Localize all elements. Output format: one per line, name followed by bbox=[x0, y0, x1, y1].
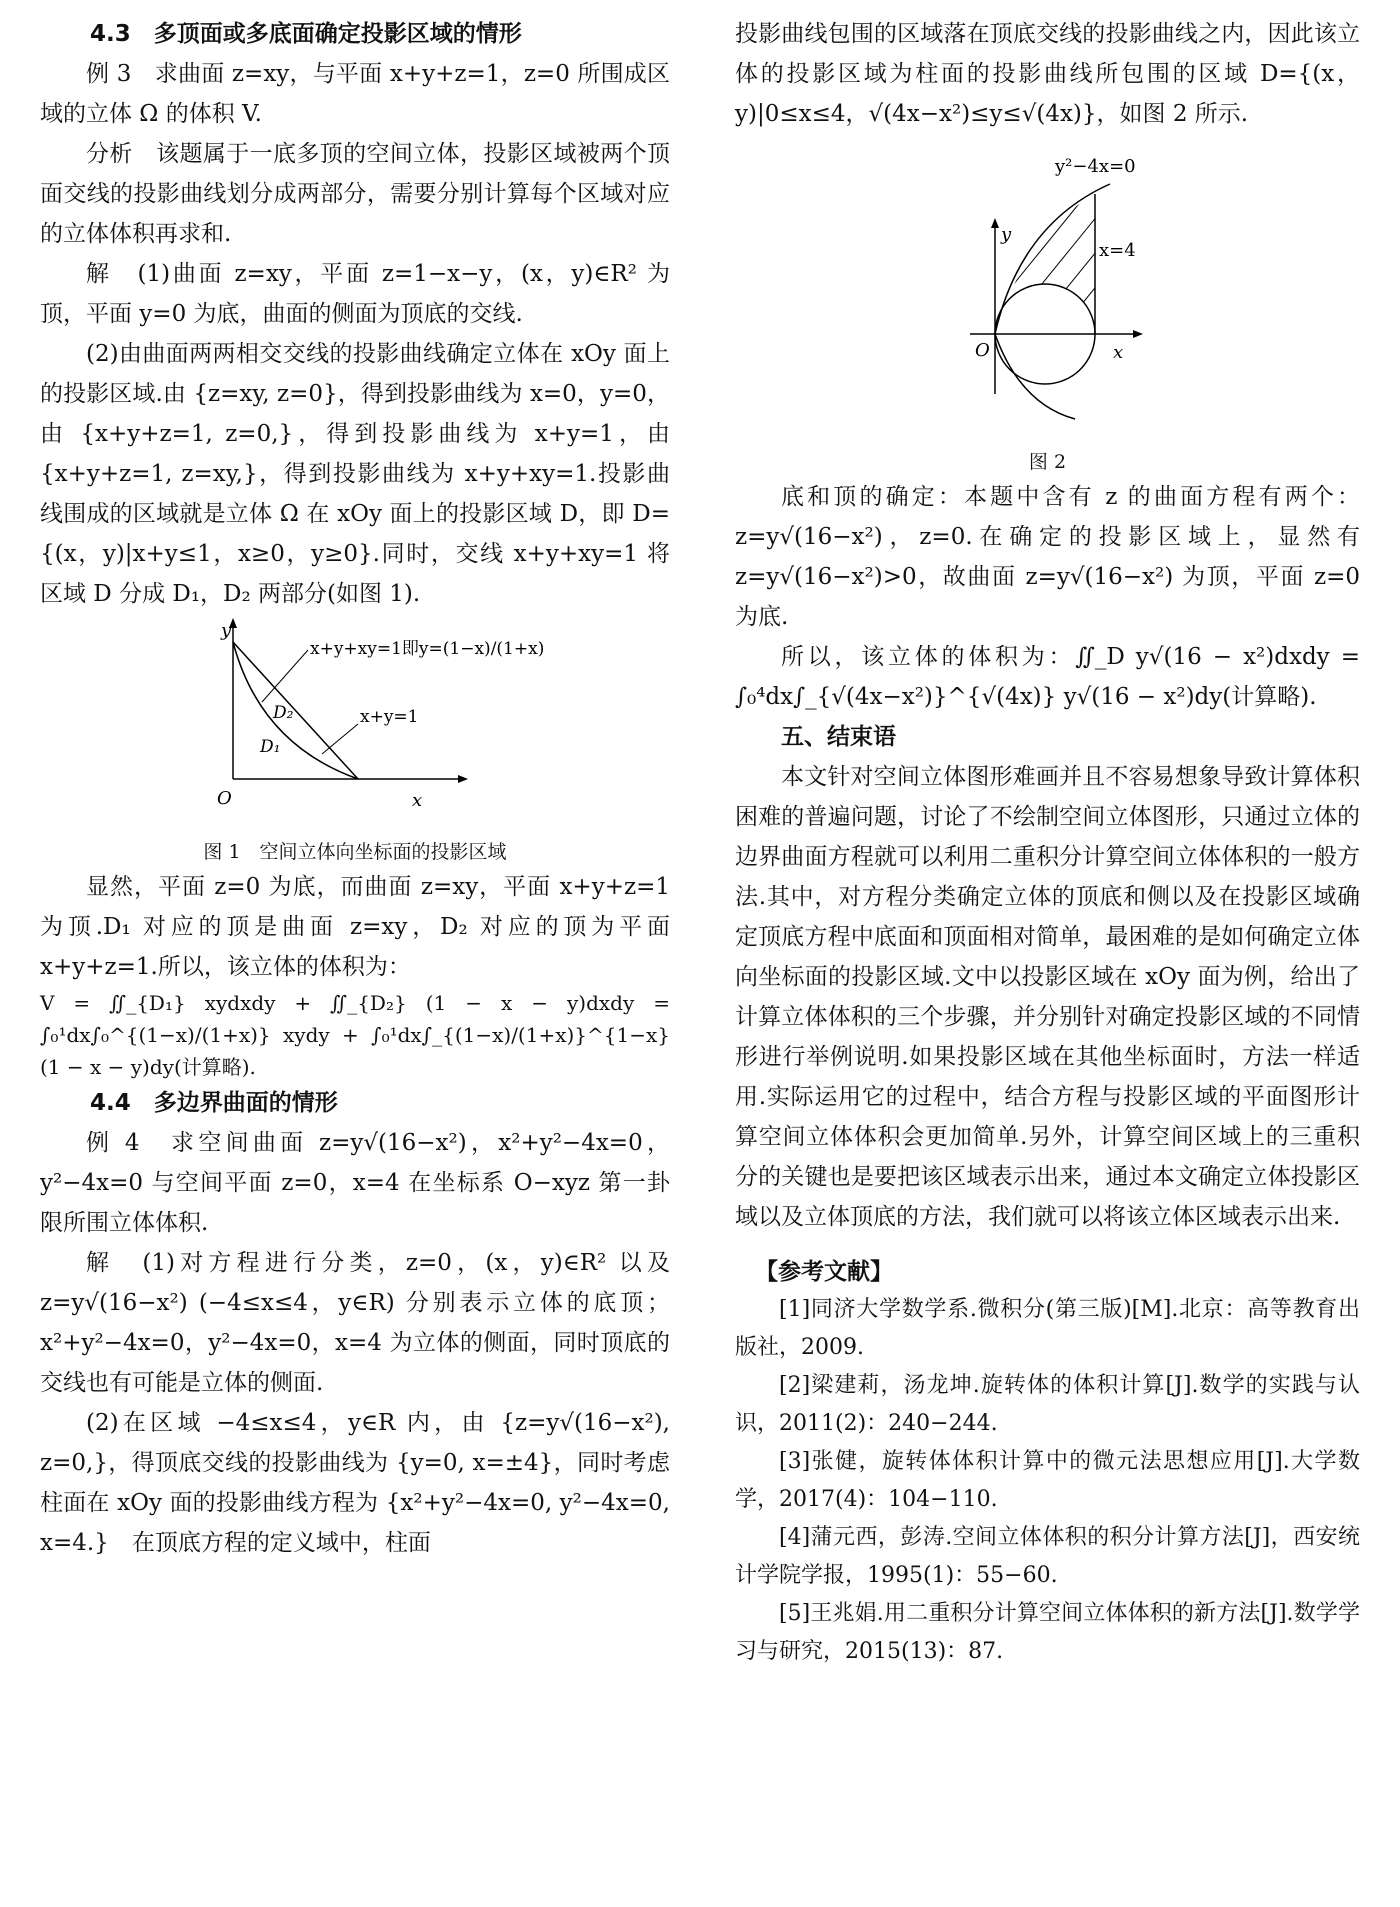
formula-volume-1: V = ∬_{D₁} xydxdy + ∬_{D₂} (1 − x − y)dxdy = ∫₀¹dx∫₀^{(1−x)/(1+x)} xydy + ∫₀¹dx∫_{(1−x)/(1+x)}^{1−x} (1 − x − y)dy(计算略). bbox=[40, 991, 670, 1079]
fig2-y-arrow bbox=[991, 218, 999, 228]
fig1-line-leader bbox=[322, 724, 358, 754]
conclusion-paragraph: 本文针对空间立体图形难画并且不容易想象导致计算体积困难的普遍问题，讨论了不绘制空间立体图形，只通过立体的边界曲面方程就可以利用二重积分计算空间立体体积的一般方法.其中，对方程分类确定立体的顶底和侧以及在投影区域确定顶底方程中底面和顶面相对简单，最困难的是如何确定立体向坐标面的投影区域.文中以投影区域在 xOy 面为例，给出了计算立体体积的三个步骤，并分别针对确定投影区域的不同情形进行举例说明.如果投影区域在其他坐标面时，方法一样适用.实际运用它的过程中，结合方程与投影区域的平面图形计算空间立体体积会更加简单.另外，计算空间区域上的三重积分的关键也是要把该区域表示出来，通过本文确定立体投影区域以及立体顶底的方法，我们就可以将该立体区域表示出来. bbox=[735, 764, 1360, 1230]
reference-item: [4]蒲元西，彭涛.空间立体体积的积分计算方法[J]，西安统计学院学报，1995(1)：55−60. bbox=[735, 1525, 1360, 1588]
fig1-curve-leader bbox=[262, 650, 308, 702]
example-4: 例 4 求空间曲面 z=y√(16−x²)，x²+y²−4x=0，y²−4x=0 与空间平面 z=0，x=4 在坐标系 O−xyz 第一卦限所围立体体积. bbox=[40, 1130, 670, 1236]
reference-item: [2]梁建莉，汤龙坤.旋转体的体积计算[J].数学的实践与认识，2011(2)：240−244. bbox=[735, 1373, 1360, 1436]
fig1-d2-label: D₂ bbox=[273, 703, 294, 723]
example-3: 例 3 求曲面 z=xy，与平面 x+y+z=1，z=0 所围成区域的立体 Ω 的体积 V. bbox=[40, 61, 670, 127]
fig2-parabola-label: y²−4x=0 bbox=[1055, 156, 1136, 177]
reference-item: [1]同济大学数学系.微积分(第三版)[M].北京：高等教育出版社，2009. bbox=[735, 1297, 1360, 1360]
left-column bbox=[40, 14, 670, 1563]
figure-1-diagram bbox=[40, 614, 670, 824]
after-figure-1: 显然，平面 z=0 为底，而曲面 z=xy，平面 x+y+z=1 为顶.D₁ 对应的顶是曲面 z=xy，D₂ 对应的顶为平面 x+y+z=1.所以，该立体的体积为： bbox=[40, 874, 670, 980]
figure-2 bbox=[735, 134, 1360, 477]
fig2-x-label: x bbox=[1113, 342, 1124, 363]
volume-formula-2: 所以，该立体的体积为：∬_D y√(16 − x²)dxdy = ∫₀⁴dx∫_{√(4x−x²)}^{√(4x)} y√(16 − x²)dy(计算略). bbox=[735, 644, 1360, 710]
reference-item: [3]张健，旋转体体积计算中的微元法思想应用[J].大学数学，2017(4)：104−110. bbox=[735, 1449, 1360, 1512]
continuation-paragraph: 投影曲线包围的区域落在顶底交线的投影曲线之内，因此该立体的投影区域为柱面的投影曲线所包围的区域 D={(x，y)|0≤x≤4，√(4x−x²)≤y≤√(4x)}，如图 2 所示. bbox=[735, 21, 1360, 127]
section-5-heading: 五、结束语 bbox=[781, 724, 896, 750]
references bbox=[735, 1253, 1360, 1671]
figure-1 bbox=[40, 614, 670, 867]
section-4-3-heading: 4.3 多顶面或多底面确定投影区域的情形 bbox=[90, 21, 522, 47]
fig1-line-x-plus-y bbox=[233, 642, 358, 779]
fig1-line-label: x+y=1 bbox=[360, 707, 419, 727]
fig1-origin-label: O bbox=[217, 788, 232, 809]
fig2-y-label: y bbox=[1001, 224, 1012, 245]
fig1-y-label: y bbox=[221, 620, 232, 641]
fig2-origin-label: O bbox=[975, 340, 990, 361]
figure-2-caption: 图 2 bbox=[1028, 451, 1067, 473]
reference-item: [5]王兆娟.用二重积分计算空间立体体积的新方法[J].数学学习与研究，2015(13)：87. bbox=[735, 1601, 1360, 1664]
fig1-x-arrow bbox=[458, 775, 468, 783]
figure-2-diagram bbox=[735, 134, 1360, 434]
analysis-paragraph: 分析 该题属于一底多顶的空间立体，投影区域被两个顶面交线的投影曲线划分成两部分，需要分别计算每个区域对应的立体体积再求和. bbox=[40, 141, 670, 247]
section-4-4-heading: 4.4 多边界曲面的情形 bbox=[90, 1090, 338, 1116]
solution-4-step-2: (2)在区域 −4≤x≤4，y∈R 内，由 {z=y√(16−x²), z=0,}，得顶底交线的投影曲线为 {y=0, x=±4}，同时考虑柱面在 xOy 面的投影曲线方程为 {x²+y²−4x=0, y²−4x=0, x=4.} 在顶底方程的定义域中，柱面 bbox=[40, 1410, 670, 1556]
figure-1-caption: 图 1 空间立体向坐标面的投影区域 bbox=[203, 841, 507, 863]
solution-step-1: 解 (1)曲面 z=xy，平面 z=1−x−y，(x，y)∈R² 为顶，平面 y=0 为底，曲面的侧面为顶底的交线. bbox=[40, 261, 670, 327]
right-column bbox=[735, 14, 1360, 1671]
fig1-curve-label: x+y+xy=1即y=(1−x)/(1+x) bbox=[310, 639, 545, 659]
fig1-d1-label: D₁ bbox=[260, 737, 281, 757]
fig1-x-label: x bbox=[412, 790, 423, 811]
solution-4-step-1: 解 (1)对方程进行分类，z=0，(x，y)∈R² 以及 z=y√(16−x²) (−4≤x≤4，y∈R) 分别表示立体的底顶；x²+y²−4x=0，y²−4x=0，x=4 为立体的侧面，同时顶底的交线也有可能是立体的侧面. bbox=[40, 1250, 670, 1396]
solution-step-2: (2)由曲面两两相交交线的投影曲线确定立体在 xOy 面上的投影区域.由 {z=xy, z=0}，得到投影曲线为 x=0，y=0，由 {x+y+z=1, z=0,}，得到投影曲线为 x+y=1，由 {x+y+z=1, z=xy,}，得到投影曲线为 x+y+xy=1.投影曲线围成的区域就是立体 Ω 在 xOy 面上的投影区域 D，即 D={(x，y)|x+y≤1，x≥0，y≥0}.同时，交线 x+y+xy=1 将区域 D 分成 D₁，D₂ 两部分(如图 1). bbox=[40, 341, 670, 607]
fig2-line-label: x=4 bbox=[1099, 240, 1136, 261]
bottom-top-paragraph: 底和顶的确定：本题中含有 z 的曲面方程有两个：z=y√(16−x²)，z=0.在确定的投影区域上，显然有 z=y√(16−x²)>0，故曲面 z=y√(16−x²) 为顶，平面 z=0 为底. bbox=[735, 484, 1360, 630]
fig2-x-arrow bbox=[1133, 330, 1143, 338]
references-title: 【参考文献】 bbox=[755, 1259, 893, 1285]
